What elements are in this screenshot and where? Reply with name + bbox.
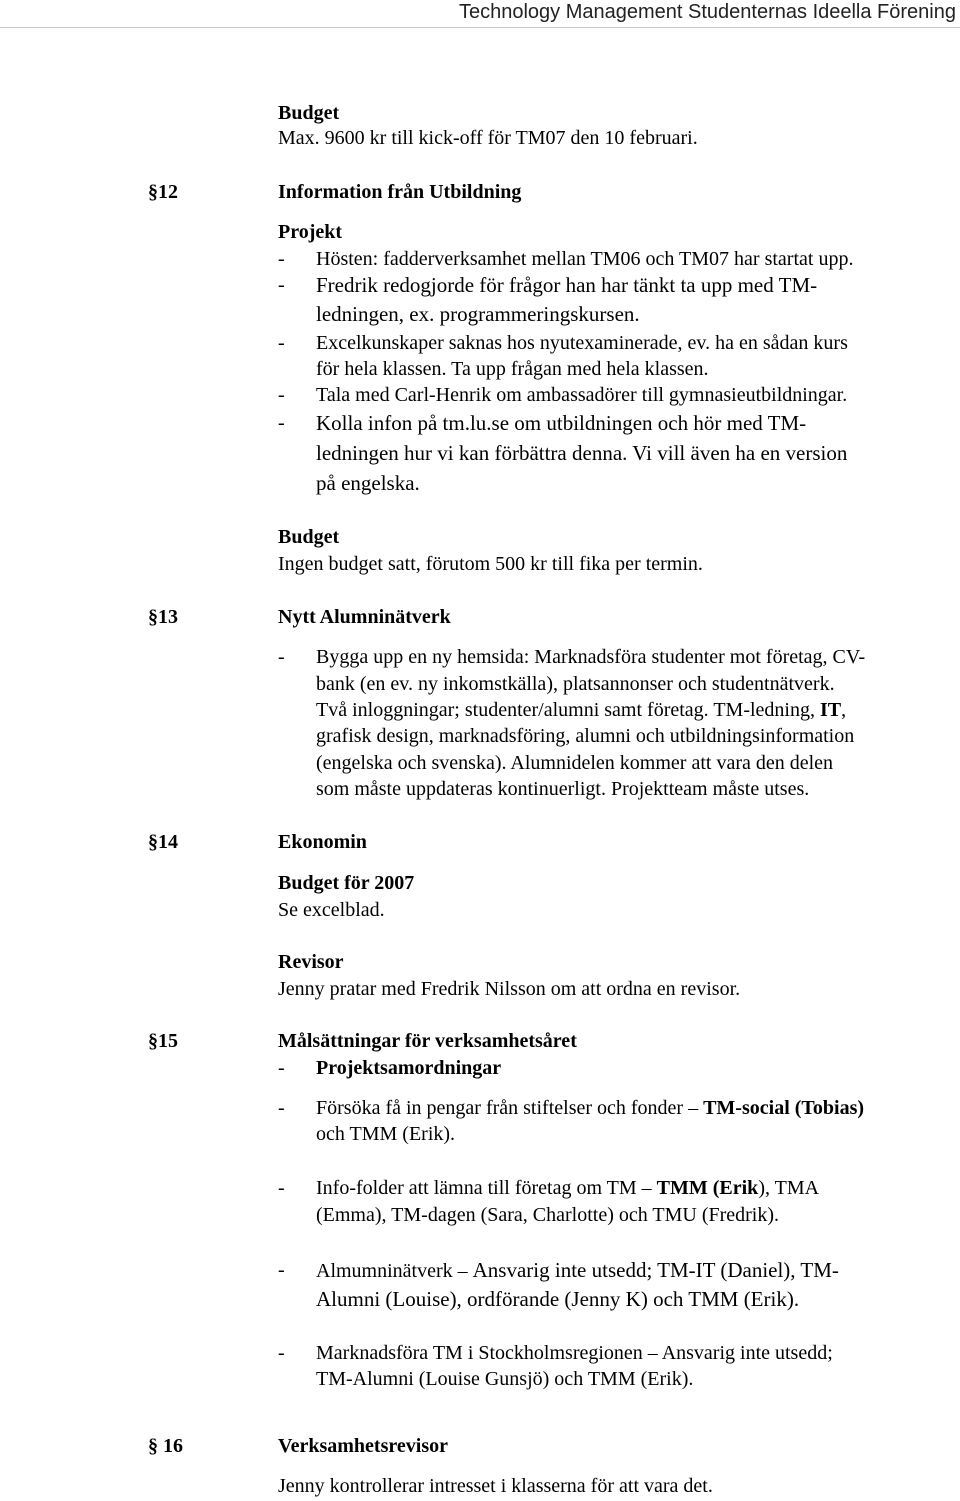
list-item-cont: och TMM (Erik). [316, 1123, 456, 1145]
page-header: Technology Management Studenternas Ideella Förening [459, 1, 956, 23]
subheading-projekt: Projekt [278, 221, 343, 243]
list-dash: - [278, 1342, 285, 1364]
budget-text: Max. 9600 kr till kick-off för TM07 den 10 februari. [278, 127, 698, 149]
section-sign: § [148, 831, 158, 853]
section-sign: § [148, 1030, 158, 1052]
paragraph-line: grafisk design, marknadsföring, alumni och utbildningsinformation [316, 725, 855, 747]
section-16-text: Jenny kontrollerar intresset i klasserna för att vara det. [278, 1475, 713, 1497]
list-dash: - [278, 1057, 285, 1079]
section-title-13: Nytt Alumninätverk [278, 606, 451, 628]
list-dash: - [278, 248, 285, 270]
list-dash: - [278, 412, 285, 434]
section-number-15: §15 [148, 1030, 178, 1052]
list-item-cont: TM-Alumni (Louise Gunsjö) och TMM (Erik). [316, 1368, 694, 1390]
list-dash: - [278, 646, 285, 668]
section-sign: § [148, 606, 158, 628]
list-item: Tala med Carl-Henrik om ambassadörer till gymnasieutbildningar. [316, 384, 848, 406]
subheading-budget-2007: Budget för 2007 [278, 872, 415, 894]
section-sign: § [148, 181, 158, 203]
list-item-cont: Alumni (Louise), ordförande (Jenny K) och TMM (Erik). [316, 1287, 800, 1311]
paragraph-line: bank (en ev. ny inkomstkälla), platsannonser och studentnätverk. [316, 673, 835, 695]
list-dash: - [278, 1259, 285, 1281]
section-number-12: §12 [148, 181, 178, 203]
section-title-14: Ekonomin [278, 831, 367, 853]
list-dash: - [278, 274, 285, 296]
subheading-projektsamordningar: Projektsamordningar [316, 1057, 502, 1079]
list-item: Kolla infon på tm.lu.se om utbildningen och hör med TM- [316, 411, 807, 435]
list-item: Almumninätverk – Ansvarig inte utsedd; TM-IT (Daniel), TM- [316, 1258, 839, 1282]
header-divider [0, 27, 960, 28]
list-item-cont: ledningen, ex. programmeringskursen. [316, 302, 640, 326]
subheading-budget: Budget [278, 526, 340, 548]
section-number-14: §14 [148, 831, 178, 853]
section-title-12: Information från Utbildning [278, 181, 522, 203]
section-sign: § [148, 1435, 158, 1457]
list-item-cont: för hela klassen. Ta upp frågan med hela klassen. [316, 358, 709, 380]
list-item-cont: ledningen hur vi kan förbättra denna. Vi vill även ha en version [316, 441, 848, 465]
list-dash: - [278, 332, 285, 354]
list-item: Hösten: fadderverksamhet mellan TM06 och TM07 har startat upp. [316, 248, 854, 270]
paragraph-line: Två inloggningar; studenter/alumni samt företag. TM-ledning, IT, [316, 699, 847, 721]
section-number-13: §13 [148, 606, 178, 628]
list-dash: - [278, 1177, 285, 1199]
paragraph-line: (engelska och svenska). Alumnidelen kommer att vara den delen [316, 752, 834, 774]
section-title-16: Verksamhetsrevisor [278, 1435, 448, 1457]
list-item-cont: (Emma), TM-dagen (Sara, Charlotte) och TMU (Fredrik). [316, 1204, 780, 1226]
section-title-15: Målsättningar för verksamhetsåret [278, 1030, 577, 1052]
list-dash: - [278, 1097, 285, 1119]
subheading-revisor: Revisor [278, 951, 344, 973]
paragraph-line: Bygga upp en ny hemsida: Marknadsföra studenter mot företag, CV- [316, 646, 866, 668]
section-number-16: § 16 [148, 1435, 183, 1457]
list-item: Fredrik redogjorde för frågor han har tänkt ta upp med TM- [316, 273, 818, 297]
list-item-cont: på engelska. [316, 471, 420, 495]
list-item: Excelkunskaper saknas hos nyutexaminerade, ev. ha en sådan kurs [316, 332, 848, 354]
revisor-text: Jenny pratar med Fredrik Nilsson om att ordna en revisor. [278, 978, 741, 1000]
budget-text: Se excelblad. [278, 899, 385, 921]
list-item: Marknadsföra TM i Stockholmsregionen – Ansvarig inte utsedd; [316, 1342, 833, 1364]
budget-text: Ingen budget satt, förutom 500 kr till fika per termin. [278, 553, 703, 575]
list-item: Info-folder att lämna till företag om TM – TMM (Erik), TMA [316, 1177, 820, 1199]
paragraph-line: som måste uppdateras kontinuerligt. Projektteam måste utses. [316, 778, 810, 800]
budget-heading: Budget [278, 102, 340, 124]
emphasis-it: IT [819, 699, 842, 721]
list-dash: - [278, 384, 285, 406]
list-item: Försöka få in pengar från stiftelser och fonder – TM-social (Tobias) [316, 1097, 865, 1119]
